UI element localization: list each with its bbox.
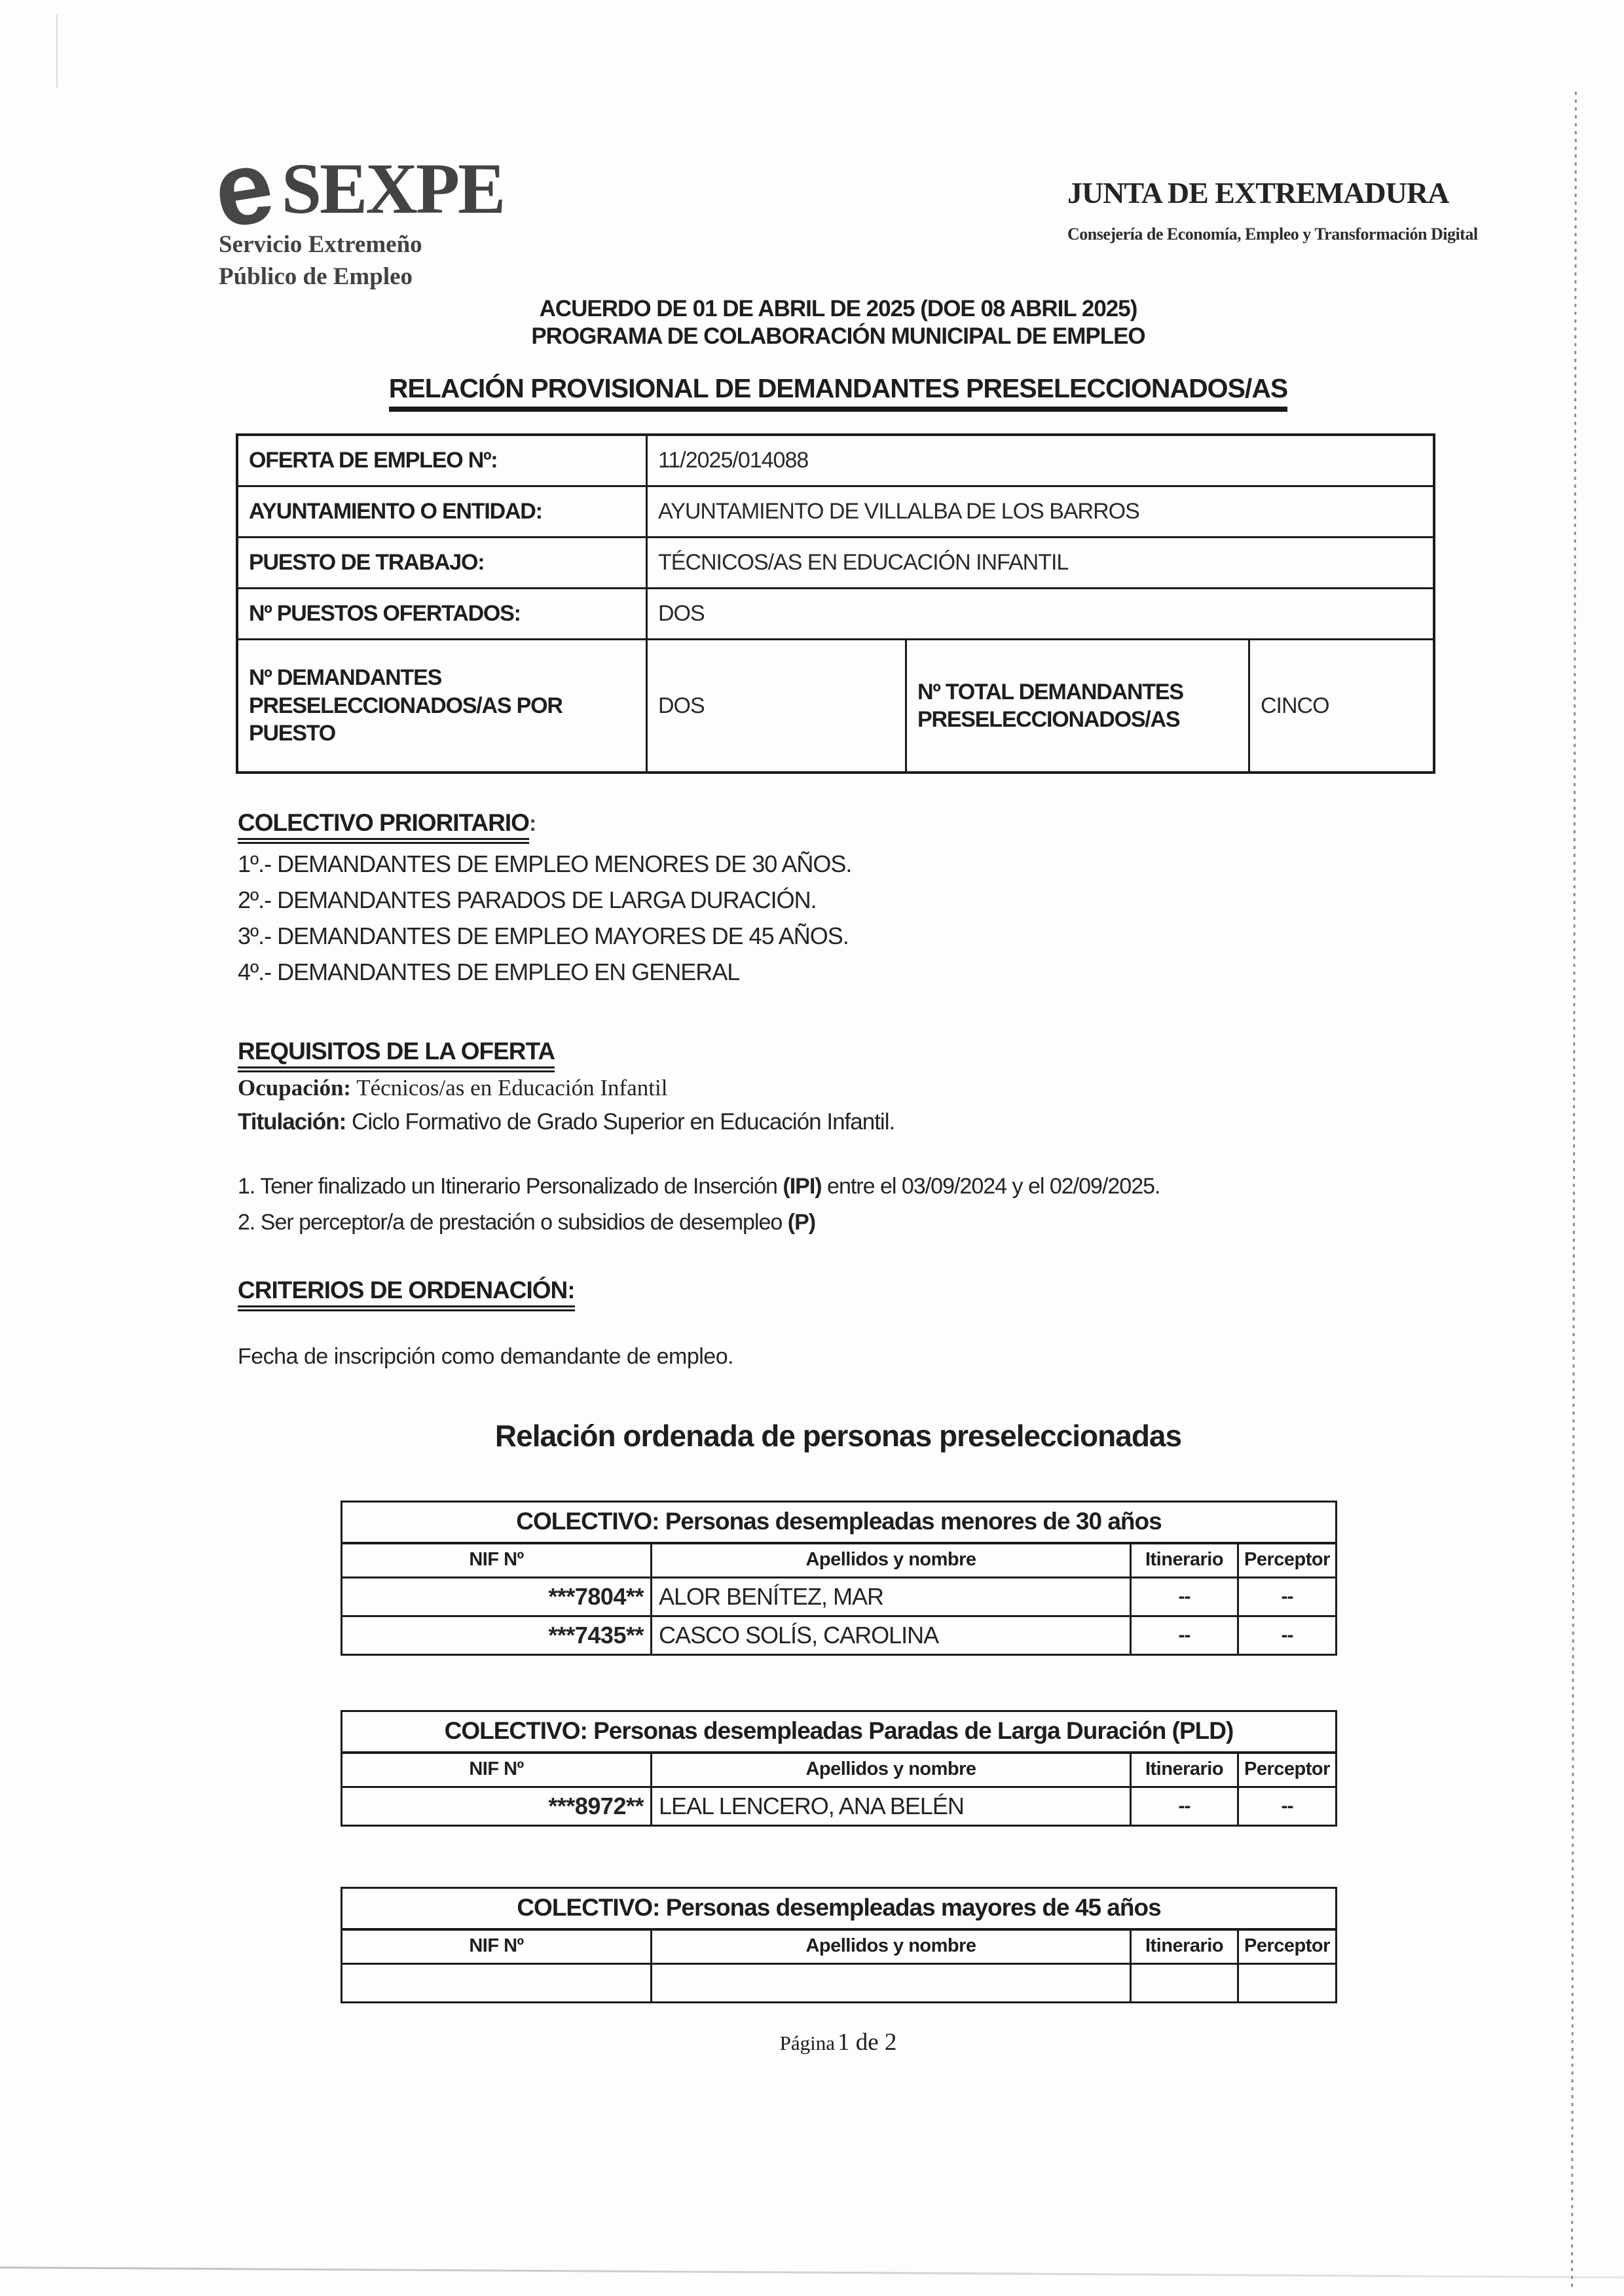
offer-row-puesto [238, 536, 1433, 587]
collective-table-under-30 [341, 1501, 1337, 1656]
priority-item-2: 2º.- DEMANDANTES PARADOS DE LARGA DURACIÓN. [238, 886, 817, 913]
heading-programa: PROGRAMA DE COLABORACIÓN MUNICIPAL DE EMPLEO [531, 323, 1145, 349]
cell-name: ALOR BENÍTEZ, MAR [650, 1578, 1130, 1615]
offer-label: AYUNTAMIENTO O ENTIDAD: [249, 499, 542, 524]
priority-title-colon: : [528, 811, 537, 836]
collective-table-pld [341, 1710, 1337, 1827]
column-header-name: Apellidos y nombre [650, 1754, 1130, 1786]
offer-value-total: CINCO [1248, 640, 1433, 771]
document-title: RELACIÓN PROVISIONAL DE DEMANDANTES PRESELECCIONADOS/AS [389, 373, 1288, 412]
page-number-label: Página [779, 2032, 835, 2054]
column-header-itinerario: Itinerario [1130, 1931, 1237, 1963]
priority-item-4: 4º.- DEMANDANTES DE EMPLEO EN GENERAL [238, 958, 740, 985]
sexpe-brand-text: SEXPE [281, 149, 504, 228]
cell-itinerario [1130, 1965, 1237, 2001]
cell-perceptor: -- [1237, 1617, 1335, 1654]
priority-list [238, 846, 851, 990]
sexpe-e-logo-icon: e [206, 127, 282, 250]
criteria-section-heading [238, 1277, 575, 1311]
column-header-itinerario: Itinerario [1130, 1754, 1237, 1786]
priority-item-1: 1º.- DEMANDANTES DE EMPLEO MENORES DE 30 AÑOS. [238, 850, 852, 877]
column-header-nif: NIF Nº [469, 1549, 524, 1570]
cell-itinerario: -- [1130, 1617, 1237, 1654]
column-header-perceptor: Perceptor [1237, 1754, 1335, 1786]
org-department: Consejería de Economía, Empleo y Transformación Digital [1067, 225, 1478, 244]
scan-artifact-dotted-line [1571, 92, 1577, 2291]
column-header-perceptor: Perceptor [1237, 1544, 1335, 1576]
column-header-perceptor: Perceptor [1237, 1931, 1335, 1963]
offer-row-entidad [238, 485, 1433, 536]
ordered-list-heading: Relación ordenada de personas preseleccionadas [494, 1419, 1182, 1453]
cell-nif: ***7435** [548, 1622, 644, 1649]
junta-extremadura-header [1067, 175, 1486, 244]
requirement-item-2 [238, 1210, 815, 1235]
occupation-line [238, 1075, 667, 1101]
org-name: JUNTA DE EXTREMADURA [1067, 176, 1449, 210]
offer-label: OFERTA DE EMPLEO Nº: [249, 448, 498, 473]
sexpe-subtitle-line2: Público de Empleo [219, 263, 413, 290]
requirement-item-1-dates: entre el 03/09/2024 y el 02/09/2025. [821, 1174, 1160, 1199]
column-header-nif: NIF Nº [469, 1758, 524, 1779]
scan-artifact-bottom-edge [0, 2267, 1624, 2278]
collective-table-header-row [342, 1931, 1335, 1963]
criteria-text: Fecha de inscripción como demandante de empleo. [238, 1344, 734, 1369]
offer-label-total: Nº TOTAL DEMANDANTES PRESELECCIONADOS/AS [905, 640, 1248, 771]
offer-value: 11/2025/014088 [646, 436, 1433, 485]
collective-table-header-row [342, 1544, 1335, 1576]
column-header-nif: NIF Nº [469, 1935, 524, 1956]
table-row-empty [342, 1963, 1335, 2001]
page-number-value: 1 de 2 [837, 2029, 897, 2056]
sexpe-logo [206, 127, 504, 292]
cell-name [650, 1965, 1130, 2001]
offer-value: TÉCNICOS/AS EN EDUCACIÓN INFANTIL [646, 538, 1433, 587]
collective-table-over-45 [341, 1887, 1337, 2003]
collective-table-title: COLECTIVO: Personas desempleadas menores de 30 años [342, 1503, 1335, 1544]
cell-name: CASCO SOLÍS, CAROLINA [650, 1617, 1130, 1654]
scan-artifact-left-edge [56, 14, 58, 88]
cell-nif: ***8972** [548, 1793, 644, 1819]
offer-label: PUESTO DE TRABAJO: [249, 550, 485, 575]
requirements-section-heading [238, 1038, 555, 1072]
offer-info-table [236, 433, 1435, 774]
table-row [342, 1615, 1335, 1654]
offer-row-numero [238, 436, 1433, 485]
cell-perceptor [1237, 1965, 1335, 2001]
requirement-item-2-p: (P) [787, 1210, 816, 1235]
heading-acuerdo: ACUERDO DE 01 DE ABRIL DE 2025 (DOE 08 ABRIL 2025) [539, 296, 1137, 321]
offer-label-per-post: Nº DEMANDANTES PRESELECCIONADOS/AS POR PUESTO [249, 665, 563, 746]
collective-table-header-row [342, 1754, 1335, 1786]
column-header-name: Apellidos y nombre [650, 1931, 1130, 1963]
collective-table-title: COLECTIVO: Personas desempleadas mayores de 45 años [342, 1889, 1335, 1931]
degree-line [238, 1109, 895, 1135]
column-header-name: Apellidos y nombre [650, 1544, 1130, 1576]
cell-perceptor: -- [1237, 1578, 1335, 1615]
cell-itinerario: -- [1130, 1578, 1237, 1615]
degree-label: Titulación: [238, 1109, 346, 1135]
collective-table-title: COLECTIVO: Personas desempleadas Paradas de Larga Duración (PLD) [342, 1712, 1335, 1754]
priority-title: COLECTIVO PRIORITARIO [238, 809, 529, 844]
cell-perceptor: -- [1237, 1788, 1335, 1825]
table-row [342, 1576, 1335, 1615]
page-footer [0, 2028, 1624, 2056]
requirement-item-1-ipi: (IPI) [783, 1174, 822, 1199]
occupation-label: Ocupación: [238, 1075, 352, 1101]
requirements-title: REQUISITOS DE LA OFERTA [238, 1038, 555, 1072]
priority-section-heading [238, 809, 536, 844]
offer-row-num-puestos [238, 587, 1433, 638]
cell-nif: ***7804** [548, 1583, 644, 1610]
offer-value: DOS [646, 589, 1433, 638]
requirement-item-1 [238, 1174, 1160, 1199]
offer-value: AYUNTAMIENTO DE VILLALBA DE LOS BARROS [646, 487, 1433, 536]
sexpe-subtitle-line1: Servicio Extremeño [219, 231, 422, 258]
cell-nif [342, 1965, 650, 2001]
offer-label: Nº PUESTOS OFERTADOS: [249, 601, 521, 627]
document-title-wrap [0, 373, 1624, 412]
offer-row-summary [238, 638, 1433, 771]
cell-itinerario: -- [1130, 1788, 1237, 1825]
column-header-itinerario: Itinerario [1130, 1544, 1237, 1576]
criteria-title: CRITERIOS DE ORDENACIÓN: [238, 1277, 575, 1311]
cell-name: LEAL LENCERO, ANA BELÉN [650, 1788, 1130, 1825]
table-row [342, 1786, 1335, 1825]
offer-value-per-post: DOS [646, 640, 905, 771]
occupation-value: Técnicos/as en Educación Infantil [351, 1075, 668, 1101]
degree-value: Ciclo Formativo de Grado Superior en Educación Infantil. [346, 1109, 895, 1135]
requirement-item-2-text: 2. Ser perceptor/a de prestación o subsidios de desempleo [238, 1210, 788, 1235]
requirement-item-1-text: 1. Tener finalizado un Itinerario Personalizado de Inserción [238, 1174, 783, 1199]
priority-item-3: 3º.- DEMANDANTES DE EMPLEO MAYORES DE 45 AÑOS. [238, 922, 849, 949]
